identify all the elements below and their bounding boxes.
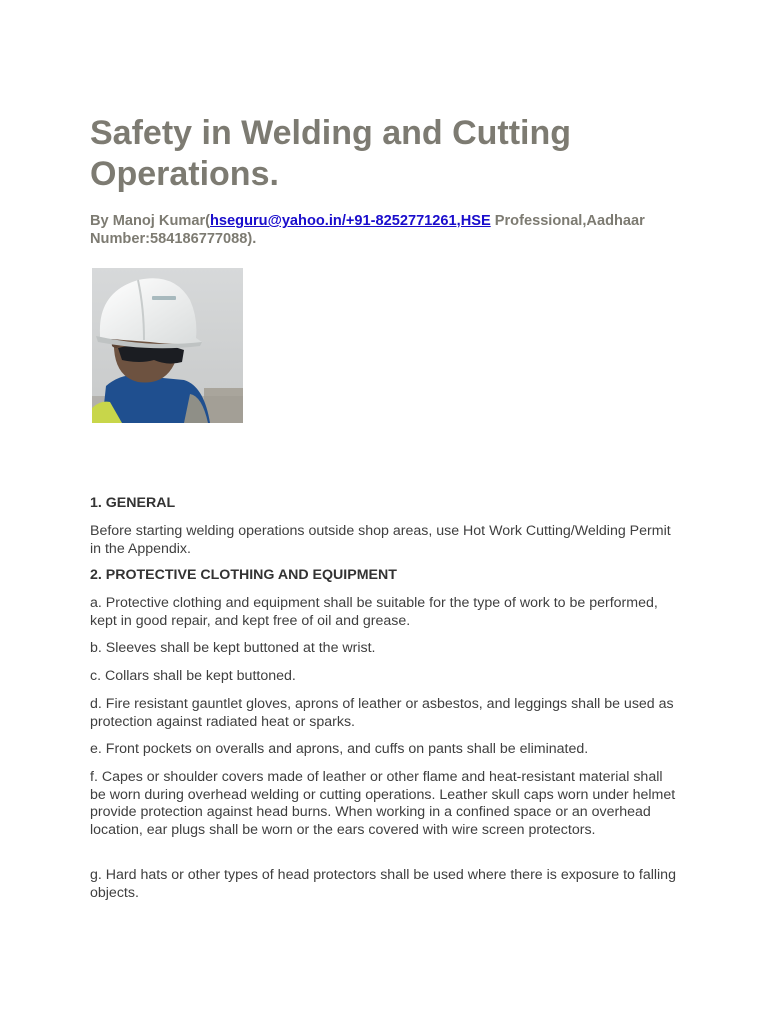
paragraph-item-b: b. Sleeves shall be kept buttoned at the wrist. [90, 640, 376, 656]
paragraph-item-f: f. Capes or shoulder covers made of leather or other flame and heat-resistant material shall be worn during overhead welding or cutting operations. Leather skull caps worn under helmet provide protection against head burns. When working in a confined space or an overhead location, ear plugs shall be worn or the ears covered with wire screen protectors. [90, 769, 676, 838]
document-title: Safety in Welding and Cutting Operations. [90, 114, 572, 193]
paragraph-item-d: d. Fire resistant gauntlet gloves, aprons of leather or asbestos, and leggings shall be used as protection against radiated heat or sparks. [90, 696, 674, 730]
section-heading-protective-clothing: 2. PROTECTIVE CLOTHING AND EQUIPMENT [90, 567, 397, 583]
author-byline [90, 212, 680, 248]
paragraph-item-g: g. Hard hats or other types of head protectors shall be used where there is exposure to falling objects. [90, 867, 676, 901]
author-photo [92, 268, 243, 423]
paragraph-item-e: e. Front pockets on overalls and aprons, and cuffs on pants shall be eliminated. [90, 741, 589, 757]
section-heading-general: 1. GENERAL [90, 495, 176, 511]
author-photo-icon [92, 268, 243, 423]
paragraph-item-c: c. Collars shall be kept buttoned. [90, 668, 296, 684]
author-contact-link[interactable]: hseguru@yahoo.in/+91-8252771261,HSE [210, 213, 491, 229]
byline-suffix: Professional,Aadhaar Number:584186777088). [90, 213, 645, 247]
paragraph-item-a: a. Protective clothing and equipment shall be suitable for the type of work to be performed, kept in good repair, and kept free of oil and grease. [90, 595, 658, 629]
byline-prefix: By Manoj Kumar( [90, 213, 211, 229]
paragraph-general-permit: Before starting welding operations outside shop areas, use Hot Work Cutting/Welding Permit in the Appendix. [90, 523, 671, 557]
